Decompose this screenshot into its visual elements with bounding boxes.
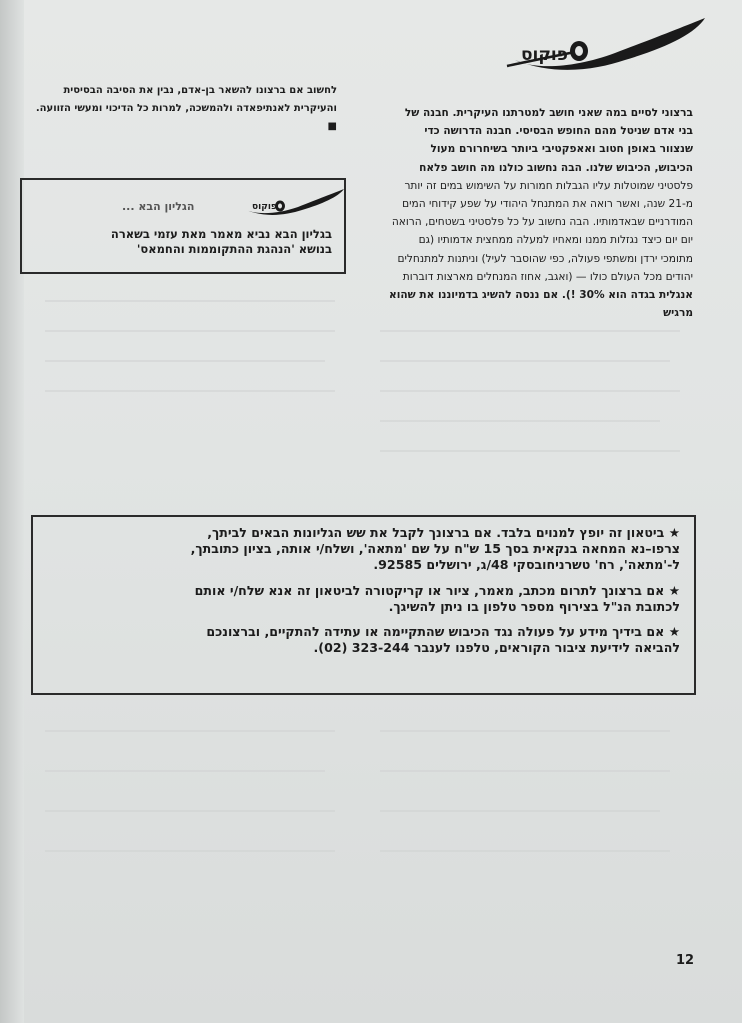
next-issue-logo [240,184,346,218]
quill-pen-icon [505,8,710,78]
article-line: יום יום כיצד נגזלות ממנו ומאחיו למעלה ממחצית אדמותיו (גם [418,234,693,247]
article-line: פלסטיני שמוטלות עליו הגבלות חמורות על השימוש במים זה יותר [404,179,693,192]
notice-line: ★ אם בידיך מידע על פעולה נגד הכיבוש שהתקיימה או עתידה להתקיים, וברצונכם [206,624,680,640]
logo-text: פוקוס [521,45,568,65]
article-line: ברצוני לסיים במה שאני חושב למטרתנו העיקרית. חבנה של [404,107,693,119]
page-edge-shadow [0,0,24,1023]
article-line: שנצוור באופן חטוב ואאפקטיבי ביותר בשיחרורם מעול [430,143,693,156]
article-line: בני אדם שניטל מהם החופש הבסיסי. חבנה הדרושה כדי [424,125,693,138]
page-number: 12 [676,953,695,968]
article-text [368,104,693,322]
next-issue-body [32,227,332,257]
notice-line: ★ אם ברצונך לתרום מכתב, מאמר, ציור או קריקטורה לביטאון זה אנא שלח/י אותם [194,582,680,598]
article-line: מתומכי ירדן ומשתפי פעולה, כפי שהוסבר לעיל) וניתנות למתנחלים [397,252,693,265]
article-line: אנגלית בגדה הוא 30% !). אם ננסה להשיג בדמיוננו את שהוא מרגיש [389,289,693,320]
notice-line: לכתובת הנ"ל בצירוף מספר טלפון בו ניתן להשיגך. [388,598,680,614]
notice-line: ★ ביטאון זה יופץ למנוים בלבד. אם ברצונך לקבל את שש הגליונות הבאים לביתך, [207,525,680,540]
quill-pen-icon [240,184,346,218]
left-column-text [32,82,337,136]
focus-logo [505,8,710,78]
next-issue-line: בגליון הבא נביא מאמר מאת עזמי בשארה [110,227,332,241]
left-line: לחשוב אם ברצונו להשאר בן-אדם, נבין את הסיבה הבסיסית [63,85,337,96]
article-line: מ-21 שנה, ואשר רואה את המתנחל היהודי על שפע קידוחי המים [402,198,693,211]
next-issue-heading: הגליון הבא ... [122,200,195,213]
article-line: הכיבוש, הכיבוש שלנו. הבה נחשוב כולנו מה חושב פלאח [419,161,693,174]
subscription-notice-box [31,515,696,695]
notice-line: ל-'מתאה', רח' טשרניחובסקי 48/ג, ירושלים 92585. [373,557,680,573]
notice-line: להביאה לידיעת ציבור הקוראים, טלפנו לענבר 323-244 (02). [313,640,680,656]
next-issue-box [20,178,346,274]
article-line: יהודים מכל העולם כולו — (ואגב, אחוז המנחלים מארצות דוברות [402,270,693,283]
notice-item [47,583,680,615]
left-line: והעיקרית לאנתיפאדה ולהמשכה, למרות כל הדיכוי ומעשי הזוועה. ■ [35,103,337,132]
logo-text: פוקוס [252,202,277,212]
article-line: המודרניים שבאדמותיו. הבה נחשוב על כל פלסטיני בשטחים, הרואה [391,216,693,229]
notice-line: צרפו–נא המחאה בנקאית בסך 15 ש"ח על שם 'מתאה', ושלח/י אותה, בציון כתובתך, [190,541,680,557]
notice-item [47,525,680,574]
notice-item [47,624,680,656]
next-issue-line: בנושא 'הנהגת ההתקוממות והחמאס' [136,242,332,256]
